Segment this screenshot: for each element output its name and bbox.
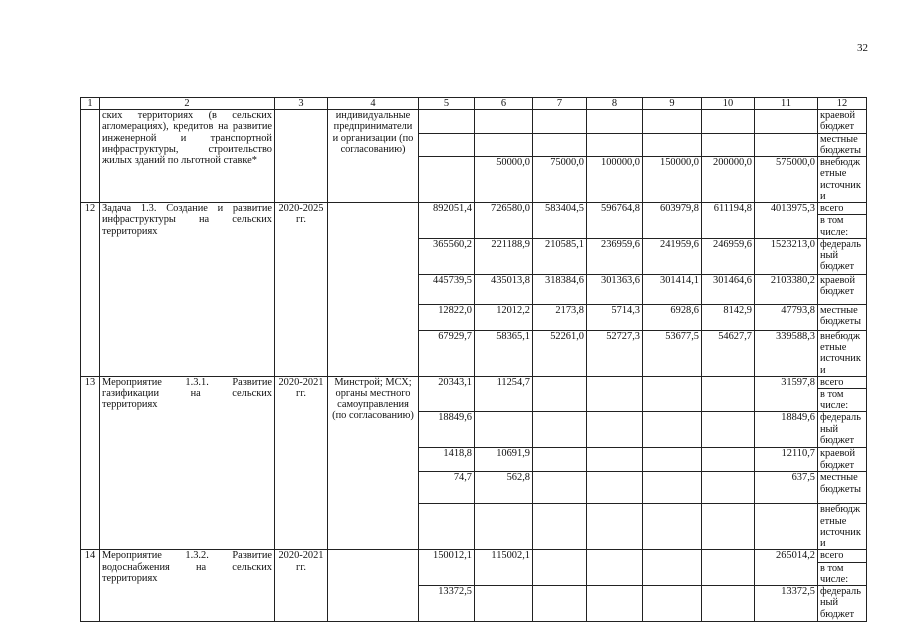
- row-number-cell: 14: [81, 550, 100, 622]
- value-cell: 318384,6: [533, 274, 587, 304]
- value-cell: 13372,5: [755, 586, 818, 622]
- value-cell: 637,5: [755, 472, 818, 504]
- executor-cell: индивидуальные предприниматели и организации (по согласованию): [328, 110, 419, 203]
- task-name: Задача 1.3. Создание и развитие инфраструктуры на сельских территориях: [100, 203, 275, 377]
- value-cell: [533, 504, 587, 550]
- value-cell: 445739,5: [419, 274, 475, 304]
- column-number: 7: [533, 98, 587, 110]
- value-cell: 12012,2: [475, 304, 533, 330]
- source-label: в том числе:: [818, 562, 867, 585]
- value-cell: 54627,7: [702, 330, 755, 376]
- value-cell: 13372,5: [419, 586, 475, 622]
- value-cell: [643, 472, 702, 504]
- value-cell: 583404,5: [533, 203, 587, 239]
- column-number: 1: [81, 98, 100, 110]
- value-cell: [702, 448, 755, 472]
- value-cell: 11254,7: [475, 376, 533, 412]
- value-cell: [587, 550, 643, 586]
- value-cell: 301414,1: [643, 274, 702, 304]
- value-cell: [533, 133, 587, 156]
- value-cell: 74,7: [419, 472, 475, 504]
- period-cell: 2020-2021 гг.: [275, 376, 328, 550]
- value-cell: [533, 412, 587, 448]
- source-label: в том числе:: [818, 215, 867, 238]
- value-cell: 301464,6: [702, 274, 755, 304]
- column-number: 12: [818, 98, 867, 110]
- value-cell: [702, 472, 755, 504]
- value-cell: [419, 157, 475, 203]
- value-cell: [702, 376, 755, 412]
- value-cell: [643, 504, 702, 550]
- source-label: всего: [818, 550, 867, 562]
- source-label: краевой бюджет: [818, 274, 867, 304]
- column-number: 2: [100, 98, 275, 110]
- column-number: 3: [275, 98, 328, 110]
- value-cell: [702, 550, 755, 586]
- value-cell: 47793,8: [755, 304, 818, 330]
- executor-cell: [328, 550, 419, 622]
- value-cell: 52727,3: [587, 330, 643, 376]
- source-label: федеральный бюджет: [818, 586, 867, 622]
- value-cell: 210585,1: [533, 238, 587, 274]
- value-cell: [533, 550, 587, 586]
- value-cell: [702, 504, 755, 550]
- source-label: местные бюджеты: [818, 304, 867, 330]
- value-cell: 265014,2: [755, 550, 818, 586]
- column-number: 9: [643, 98, 702, 110]
- value-cell: 52261,0: [533, 330, 587, 376]
- value-cell: 2103380,2: [755, 274, 818, 304]
- source-label: в том числе:: [818, 388, 867, 411]
- column-number: 10: [702, 98, 755, 110]
- value-cell: 18849,6: [419, 412, 475, 448]
- column-number: 8: [587, 98, 643, 110]
- value-cell: 150000,0: [643, 157, 702, 203]
- value-cell: [702, 586, 755, 622]
- value-cell: [643, 550, 702, 586]
- value-cell: 67929,7: [419, 330, 475, 376]
- value-cell: 562,8: [475, 472, 533, 504]
- value-cell: [533, 472, 587, 504]
- table-row: [81, 203, 867, 215]
- source-label: краевой бюджет: [818, 448, 867, 472]
- source-label: федеральный бюджет: [818, 412, 867, 448]
- value-cell: [475, 110, 533, 133]
- measure-name: Мероприятие 1.3.1. Развитие газификации на сельских территориях: [100, 376, 275, 550]
- value-cell: [533, 110, 587, 133]
- value-cell: [419, 110, 475, 133]
- value-cell: 603979,8: [643, 203, 702, 239]
- source-label: всего: [818, 203, 867, 215]
- value-cell: 241959,6: [643, 238, 702, 274]
- value-cell: [702, 412, 755, 448]
- value-cell: [587, 133, 643, 156]
- value-cell: 5714,3: [587, 304, 643, 330]
- value-cell: 236959,6: [587, 238, 643, 274]
- value-cell: 12822,0: [419, 304, 475, 330]
- value-cell: 575000,0: [755, 157, 818, 203]
- value-cell: 53677,5: [643, 330, 702, 376]
- value-cell: 892051,4: [419, 203, 475, 239]
- row-number-cell: 12: [81, 203, 100, 377]
- value-cell: [643, 586, 702, 622]
- column-number: 6: [475, 98, 533, 110]
- table-row: [81, 376, 867, 388]
- executor-cell: Минстрой; МСХ; органы местного самоуправления (по согласованию): [328, 376, 419, 550]
- value-cell: [475, 586, 533, 622]
- budget-table-container: [80, 97, 866, 622]
- value-cell: 50000,0: [475, 157, 533, 203]
- value-cell: [475, 504, 533, 550]
- source-label: федеральный бюджет: [818, 238, 867, 274]
- value-cell: 435013,8: [475, 274, 533, 304]
- value-cell: 365560,2: [419, 238, 475, 274]
- value-cell: [755, 133, 818, 156]
- value-cell: 31597,8: [755, 376, 818, 412]
- value-cell: [643, 448, 702, 472]
- source-label: внебюджетные источники: [818, 157, 867, 203]
- value-cell: [475, 133, 533, 156]
- measure-name: ских территориях (в сельских агломерациях), кредитов на развитие инженерной и транспортной инфраструктуры, строительство жилых зданий по льготной ставке*: [100, 110, 275, 203]
- column-number: 11: [755, 98, 818, 110]
- value-cell: [587, 110, 643, 133]
- value-cell: 18849,6: [755, 412, 818, 448]
- source-label: внебюджетные источники: [818, 330, 867, 376]
- value-cell: 339588,3: [755, 330, 818, 376]
- period-cell: 2020-2021 гг.: [275, 550, 328, 622]
- source-label: внебюджетные источники: [818, 504, 867, 550]
- table-row: [81, 110, 867, 133]
- value-cell: [533, 448, 587, 472]
- value-cell: 301363,6: [587, 274, 643, 304]
- value-cell: 611194,8: [702, 203, 755, 239]
- source-label: всего: [818, 376, 867, 388]
- value-cell: 75000,0: [533, 157, 587, 203]
- value-cell: 2173,8: [533, 304, 587, 330]
- source-label: местные бюджеты: [818, 133, 867, 156]
- value-cell: 726580,0: [475, 203, 533, 239]
- value-cell: [533, 376, 587, 412]
- value-cell: 200000,0: [702, 157, 755, 203]
- value-cell: [643, 412, 702, 448]
- value-cell: 115002,1: [475, 550, 533, 586]
- budget-table: [80, 97, 867, 622]
- value-cell: 150012,1: [419, 550, 475, 586]
- value-cell: [475, 412, 533, 448]
- column-number-row: [81, 98, 867, 110]
- value-cell: 1418,8: [419, 448, 475, 472]
- value-cell: [533, 586, 587, 622]
- value-cell: [643, 133, 702, 156]
- table-row: [81, 550, 867, 562]
- value-cell: [587, 448, 643, 472]
- value-cell: [755, 110, 818, 133]
- page-number: 32: [857, 42, 868, 54]
- row-number-cell: 13: [81, 376, 100, 550]
- period-cell: [275, 110, 328, 203]
- column-number: 5: [419, 98, 475, 110]
- value-cell: 12110,7: [755, 448, 818, 472]
- row-number-cell: [81, 110, 100, 203]
- value-cell: 1523213,0: [755, 238, 818, 274]
- value-cell: 8142,9: [702, 304, 755, 330]
- source-label: местные бюджеты: [818, 472, 867, 504]
- period-cell: 2020-2025 гг.: [275, 203, 328, 377]
- value-cell: 10691,9: [475, 448, 533, 472]
- value-cell: [587, 412, 643, 448]
- value-cell: [755, 504, 818, 550]
- value-cell: 6928,6: [643, 304, 702, 330]
- value-cell: [419, 133, 475, 156]
- value-cell: [587, 504, 643, 550]
- value-cell: [587, 376, 643, 412]
- value-cell: [587, 586, 643, 622]
- source-label: краевой бюджет: [818, 110, 867, 133]
- column-number: 4: [328, 98, 419, 110]
- value-cell: 100000,0: [587, 157, 643, 203]
- value-cell: [702, 110, 755, 133]
- value-cell: [587, 472, 643, 504]
- value-cell: 221188,9: [475, 238, 533, 274]
- executor-cell: [328, 203, 419, 377]
- value-cell: 246959,6: [702, 238, 755, 274]
- value-cell: [643, 376, 702, 412]
- value-cell: 596764,8: [587, 203, 643, 239]
- value-cell: 58365,1: [475, 330, 533, 376]
- value-cell: [643, 110, 702, 133]
- measure-name: Мероприятие 1.3.2. Развитие водоснабжения на сельских территориях: [100, 550, 275, 622]
- value-cell: 20343,1: [419, 376, 475, 412]
- value-cell: 4013975,3: [755, 203, 818, 239]
- value-cell: [702, 133, 755, 156]
- value-cell: [419, 504, 475, 550]
